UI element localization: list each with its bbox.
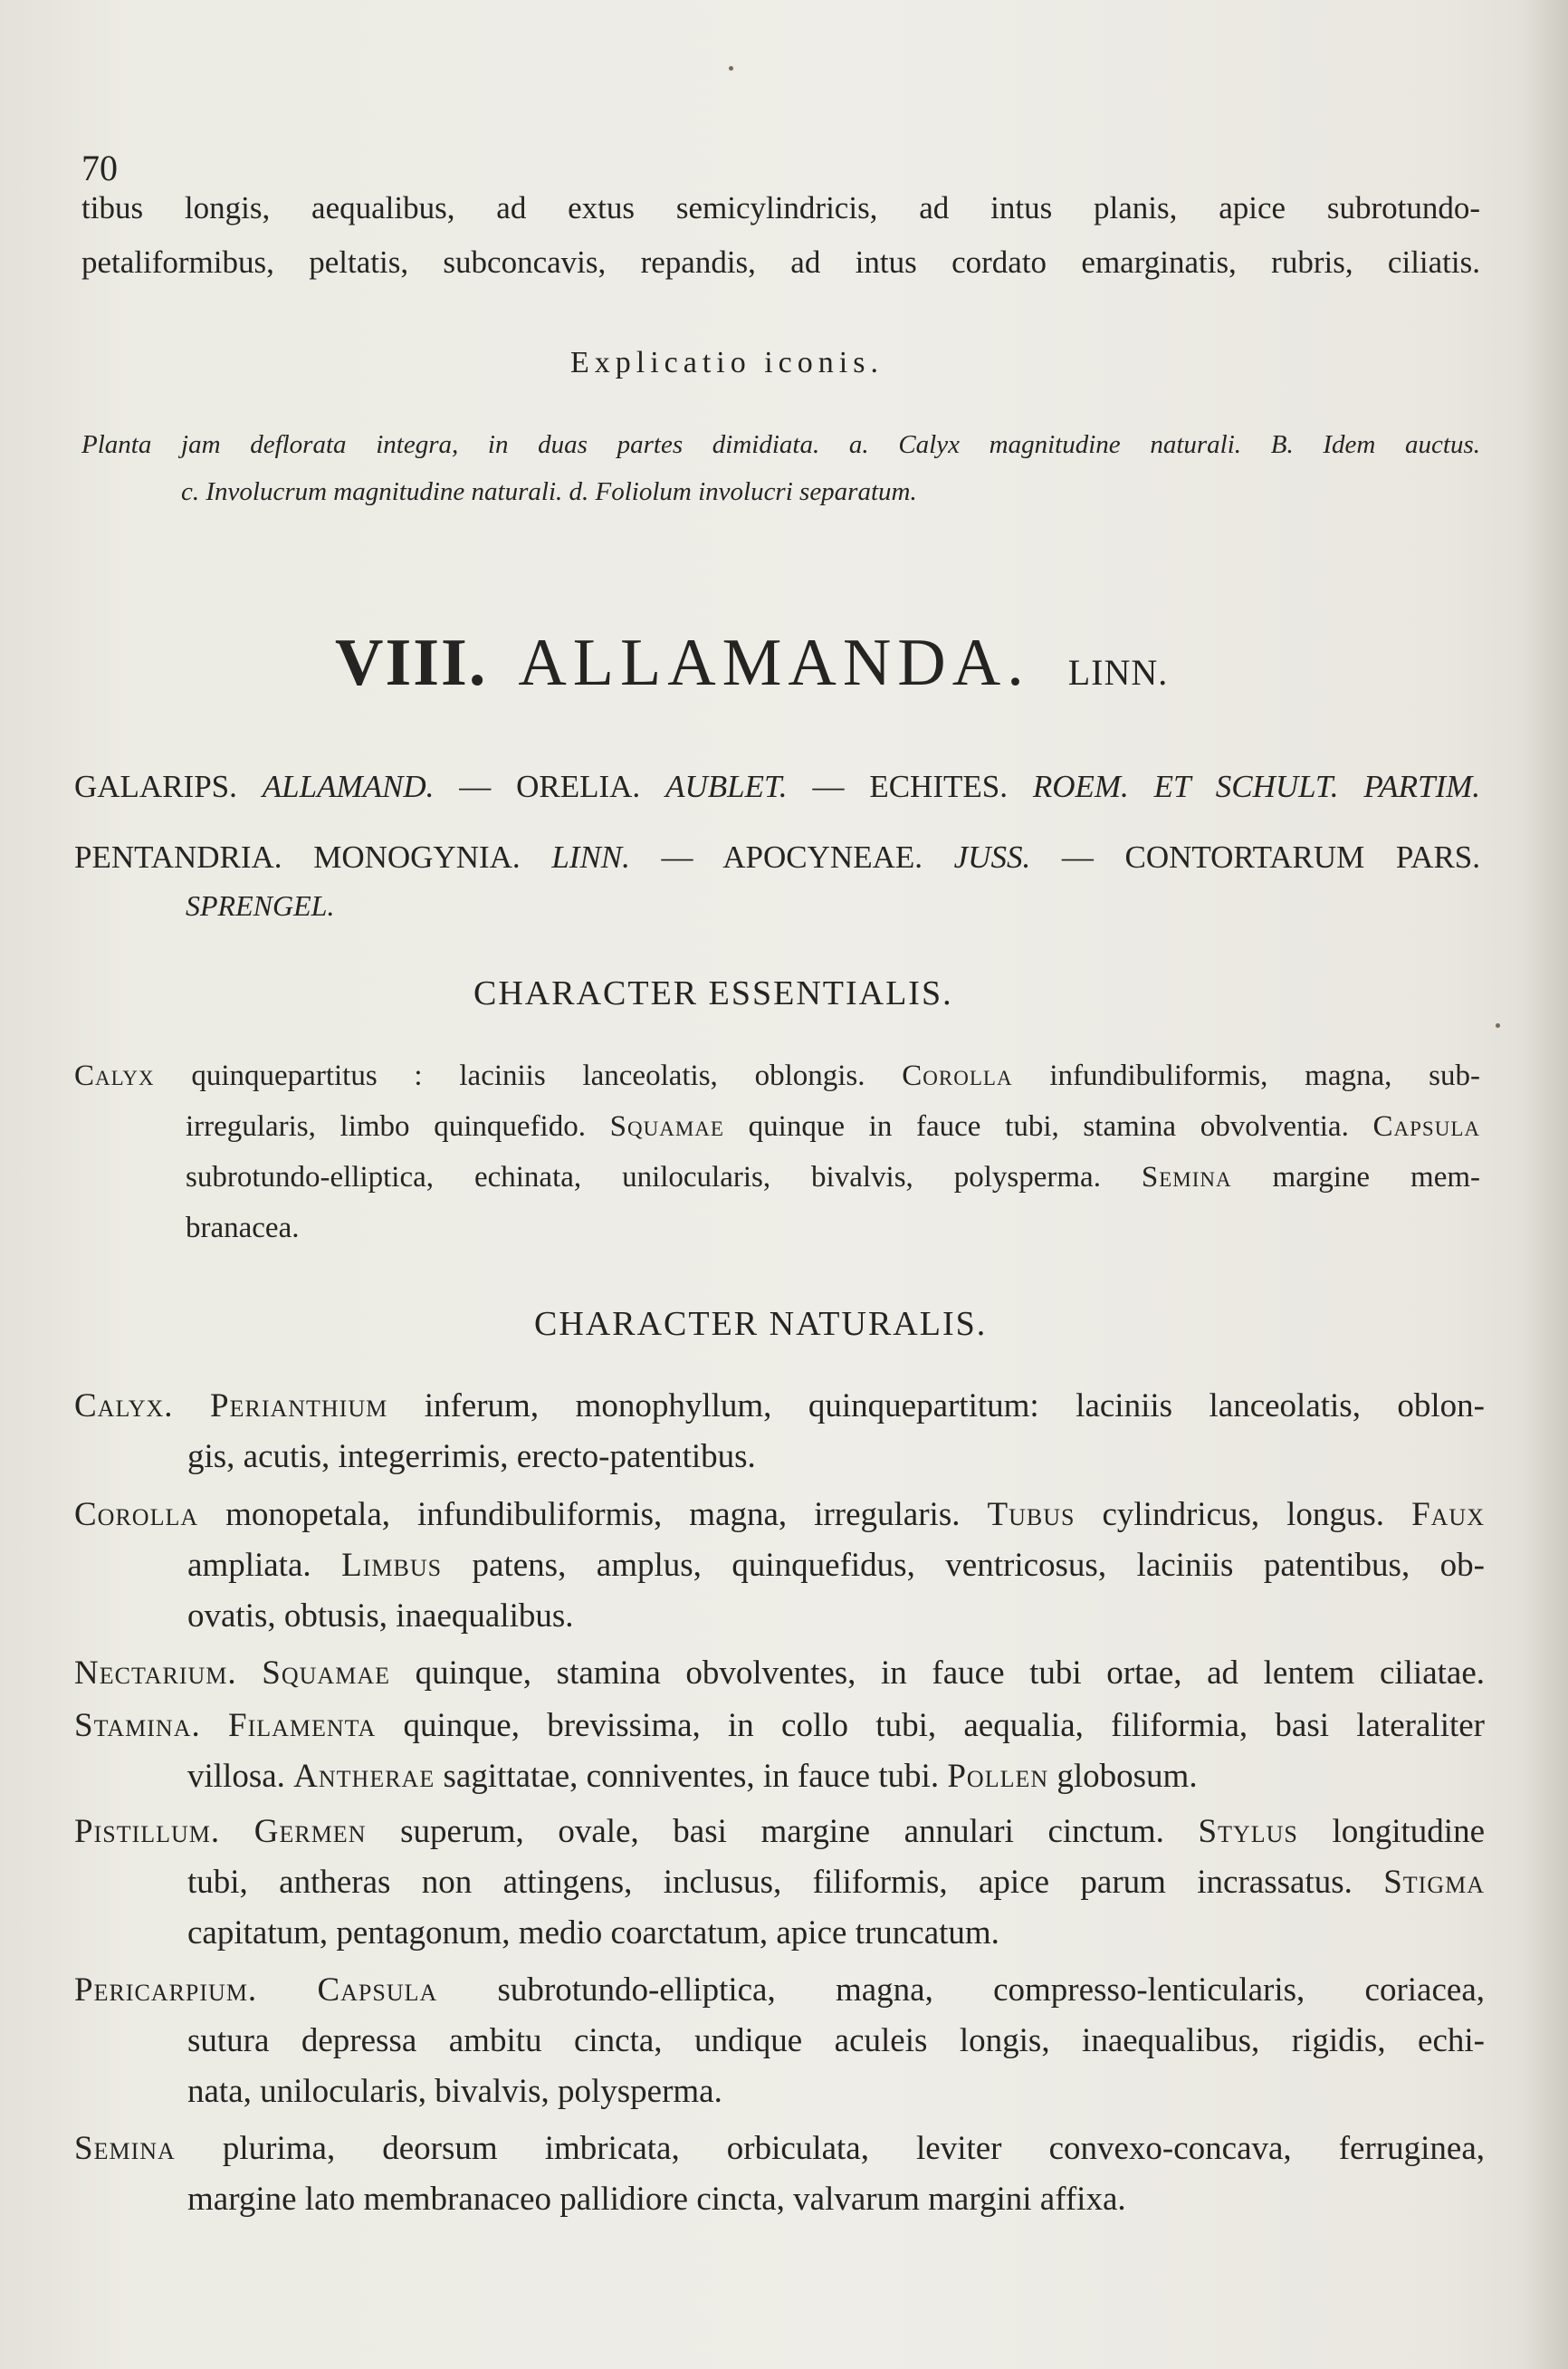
naturalis-term: Nectarium.	[74, 1654, 237, 1692]
essentialis-term: Semina	[1141, 1161, 1232, 1194]
naturalis-entry-calyx	[74, 1381, 1485, 1482]
classification-author-linn: LINN.	[551, 839, 630, 875]
naturalis-term: Germen	[253, 1813, 367, 1850]
essentialis-term: Corolla	[902, 1060, 1013, 1092]
synonym-separator: —	[1061, 839, 1094, 875]
naturalis-entry-semina	[74, 2124, 1485, 2225]
synonym-orelia: ORELIA.	[516, 769, 641, 804]
essentialis-line-4: branacea.	[186, 1212, 300, 1244]
naturalis-text: tubi, antheras non attingens, inclusus, filiformis, apice parum incrassatus.	[187, 1864, 1384, 1901]
essentialis-text: quinquepartitus : laciniis lanceolatis, oblongis.	[154, 1060, 903, 1092]
page-edge-shadow	[1523, 0, 1568, 2369]
naturalis-text	[237, 1654, 263, 1692]
naturalis-text: quinque, brevissima, in collo tubi, aequalia, filiformia, basi lateraliter	[376, 1707, 1485, 1744]
character-naturalis-heading: CHARACTER NATURALIS.	[534, 1305, 988, 1343]
paper-speck	[729, 66, 733, 71]
explicatio-line-2: c. Involucrum magnitudine naturali. d. Foliolum involucri separatum.	[181, 477, 917, 506]
naturalis-term: Perianthium	[210, 1387, 388, 1424]
essentialis-line-3	[74, 1152, 1480, 1203]
pistillum-line-1	[74, 1807, 1485, 1857]
naturalis-entry-pistillum	[74, 1807, 1485, 1959]
synonyms-line-1	[74, 761, 1480, 813]
naturalis-text: cylindricus, longus.	[1075, 1496, 1412, 1533]
naturalis-term: Squamae	[262, 1654, 390, 1692]
page-number: 70	[81, 148, 118, 188]
pistillum-line-3: capitatum, pentagonum, medio coarctatum, apice truncatum.	[187, 1914, 999, 1952]
naturalis-entry-nectarium	[74, 1648, 1485, 1699]
naturalis-term: Pollen	[947, 1758, 1049, 1795]
naturalis-text: longitudine	[1297, 1813, 1485, 1850]
naturalis-term: Stylus	[1198, 1813, 1298, 1850]
naturalis-text: patens, amplus, quinquefidus, ventricosus, laciniis patentibus, ob-	[442, 1547, 1485, 1584]
character-essentialis-text	[74, 1050, 1480, 1253]
synonyms-line-2	[74, 831, 1480, 884]
essentialis-text: quinque in fauce tubi, stamina obvolventia.	[723, 1110, 1373, 1143]
semina-line-2: margine lato membranaceo pallidiore cincta, valvarum margini affixa.	[187, 2181, 1126, 2218]
naturalis-text: quinque, stamina obvolventes, in fauce tubi ortae, ad lentem ciliatae.	[389, 1654, 1485, 1692]
explicatio-caption	[81, 421, 1480, 515]
naturalis-term: Antherae	[293, 1758, 435, 1795]
synonym-separator: —	[812, 769, 845, 804]
naturalis-text	[201, 1707, 228, 1744]
naturalis-text: superum, ovale, basi margine annulari cinctum.	[366, 1813, 1199, 1850]
naturalis-text: ampliata.	[187, 1547, 342, 1584]
naturalis-text: sagittatae, conniventes, in fauce tubi.	[435, 1758, 948, 1795]
genus-title	[335, 625, 1240, 702]
synonym-separator: —	[661, 839, 693, 875]
essentialis-text: subrotundo-elliptica, echinata, unilocularis, bivalvis, polysperma.	[186, 1161, 1142, 1194]
naturalis-term: Filamenta	[228, 1707, 377, 1744]
naturalis-term: Pericarpium.	[74, 1971, 258, 2009]
synonym-echites: ECHITES.	[869, 769, 1008, 804]
character-essentialis-heading: CHARACTER ESSENTIALIS.	[473, 974, 953, 1012]
essentialis-term: Squamae	[609, 1110, 724, 1143]
naturalis-text: plurima, deorsum imbricata, orbiculata, leviter convexo-concava, ferruginea,	[175, 2130, 1485, 2167]
naturalis-term: Corolla	[74, 1496, 199, 1533]
genus-author: LINN.	[1067, 652, 1169, 693]
essentialis-line-2	[74, 1101, 1480, 1152]
naturalis-term: Stigma	[1383, 1864, 1485, 1901]
pericarpium-line-3: nata, unilocularis, bivalvis, polysperma.	[187, 2073, 722, 2110]
naturalis-entry-corolla	[74, 1490, 1485, 1642]
stamina-line-1	[74, 1701, 1485, 1751]
classification-family: APOCYNEAE.	[722, 839, 923, 875]
synonym-author-allamand: ALLAMAND.	[262, 769, 435, 804]
naturalis-text: monopetala, infundibuliformis, magna, irregularis.	[198, 1496, 988, 1533]
naturalis-term: Semina	[74, 2130, 176, 2167]
essentialis-text: irregularis, limbo quinquefido.	[186, 1110, 610, 1143]
synonyms-line-3: SPRENGEL.	[186, 889, 335, 922]
essentialis-line-1	[74, 1050, 1480, 1101]
pericarpium-line-2: sutura depressa ambitu cincta, undique aculeis longis, inaequalibus, rigidis, echi-	[187, 2022, 1485, 2059]
corolla-line-3: ovatis, obtusis, inaequalibus.	[187, 1597, 574, 1635]
stamina-line-2	[74, 1751, 1485, 1802]
synonym-author-aublet: AUBLET.	[665, 769, 788, 804]
naturalis-text: villosa.	[187, 1758, 294, 1795]
corolla-line-1	[74, 1490, 1485, 1540]
intro-paragraph	[81, 181, 1480, 290]
naturalis-text	[174, 1387, 210, 1424]
intro-line-2: petaliformibus, peltatis, subconcavis, repandis, ad intus cordato emarginatis, rubris, ciliatis.	[81, 245, 1480, 280]
essentialis-term: Calyx	[74, 1060, 155, 1092]
calyx-line-1	[74, 1381, 1485, 1432]
naturalis-term: Stamina.	[74, 1707, 201, 1744]
naturalis-term: Limbus	[341, 1547, 443, 1584]
naturalis-term: Calyx.	[74, 1387, 174, 1424]
intro-line-1: tibus longis, aequalibus, ad extus semicylindricis, ad intus planis, apice subrotundo-	[81, 190, 1480, 225]
naturalis-text: subrotundo-elliptica, magna, compresso-lenticularis, coriacea,	[437, 1971, 1486, 2009]
naturalis-term: Faux	[1411, 1496, 1485, 1533]
semina-line-1	[74, 2124, 1485, 2174]
naturalis-entry-stamina	[74, 1701, 1485, 1802]
classification-contortarum: CONTORTARUM PARS.	[1124, 839, 1481, 875]
calyx-line-2: gis, acutis, integerrimis, erecto-patentibus.	[187, 1438, 756, 1475]
naturalis-term: Pistillum.	[74, 1813, 221, 1850]
synonym-separator: —	[459, 769, 492, 804]
naturalis-term: Capsula	[317, 1971, 438, 2009]
synonym-author-roem: ROEM. ET SCHULT. PARTIM.	[1032, 769, 1481, 804]
synonym-galarips: GALARIPS.	[74, 769, 237, 804]
classification-linnean: PENTANDRIA. MONOGYNIA.	[74, 839, 521, 875]
naturalis-term: Tubus	[987, 1496, 1076, 1533]
genus-numeral: VIII.	[335, 626, 488, 700]
nectarium-line-1	[74, 1648, 1485, 1699]
naturalis-text	[257, 1971, 317, 2009]
corolla-line-2	[74, 1540, 1485, 1591]
naturalis-text: inferum, monophyllum, quinquepartitum: laciniis lanceolatis, oblon-	[387, 1387, 1486, 1424]
explicatio-heading: Explicatio iconis.	[570, 346, 884, 379]
naturalis-entry-pericarpium	[74, 1965, 1485, 2117]
pistillum-line-2	[74, 1857, 1485, 1908]
paper-speck	[1496, 1023, 1500, 1028]
classification-author-juss: JUSS.	[953, 839, 1031, 875]
essentialis-term: Capsula	[1372, 1110, 1480, 1143]
naturalis-text	[220, 1813, 254, 1850]
explicatio-line-1: Planta jam deflorata integra, in duas partes dimidiata. a. Calyx magnitudine naturali. B. Idem auctus.	[81, 430, 1480, 459]
genus-name: ALLAMANDA.	[518, 626, 1030, 700]
pericarpium-line-1	[74, 1965, 1485, 2016]
essentialis-text: margine mem-	[1231, 1161, 1480, 1194]
essentialis-text: infundibuliformis, magna, sub-	[1012, 1060, 1480, 1092]
synonyms-block	[74, 761, 1480, 927]
naturalis-text: globosum.	[1048, 1758, 1198, 1795]
